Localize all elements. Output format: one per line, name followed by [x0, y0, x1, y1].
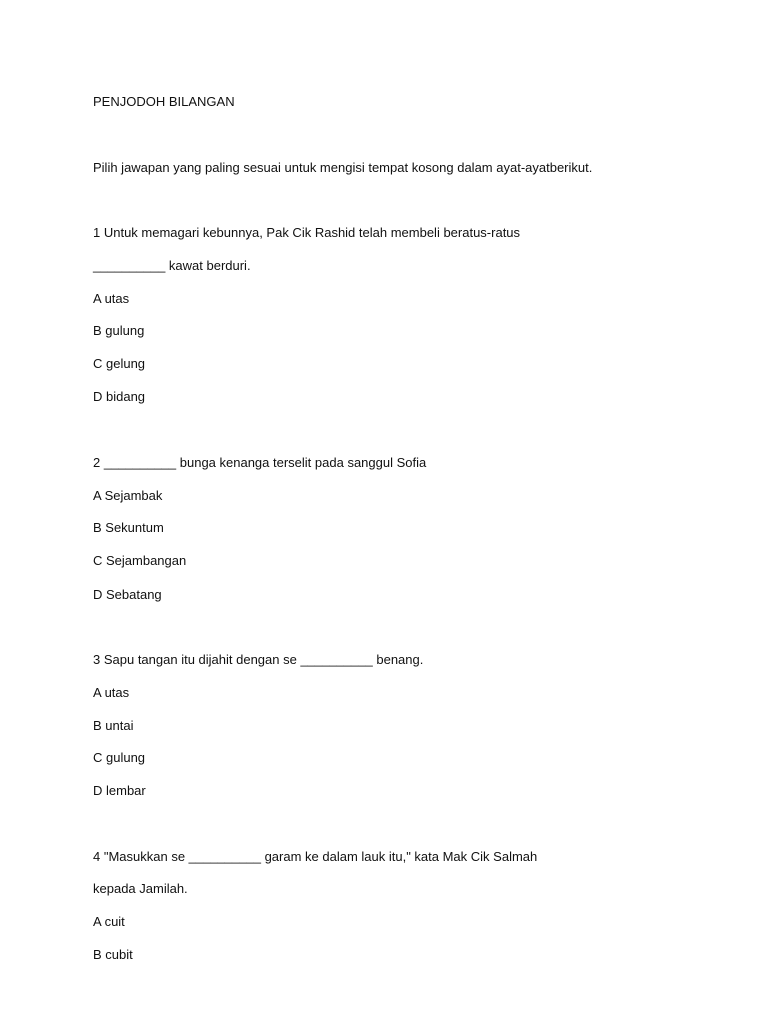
question-2-option-d: D Sebatang [93, 587, 162, 602]
instruction-text: Pilih jawapan yang paling sesuai untuk mengisi tempat kosong dalam ayat-ayatberikut. [93, 160, 593, 175]
question-2-option-a: A Sejambak [93, 488, 163, 503]
question-4-option-a: A cuit [93, 914, 125, 929]
question-2-line-1: 2 __________ bunga kenanga terselit pada sanggul Sofia [93, 455, 427, 470]
question-3-option-b: B untai [93, 718, 134, 733]
question-1-line-2: __________ kawat berduri. [93, 258, 251, 273]
question-2-option-b: B Sekuntum [93, 520, 164, 535]
question-3-option-d: D lembar [93, 783, 146, 798]
question-4-option-b: B cubit [93, 947, 133, 962]
question-3-option-c: C gulung [93, 750, 146, 765]
page-title: PENJODOH BILANGAN [93, 94, 235, 109]
question-1-option-c: C gelung [93, 356, 146, 371]
question-3-option-a: A utas [93, 685, 130, 700]
question-1-option-a: A utas [93, 291, 130, 306]
question-3-line-1: 3 Sapu tangan itu dijahit dengan se __________ benang. [93, 652, 424, 667]
question-4-line-1: 4 "Masukkan se __________ garam ke dalam lauk itu," kata Mak Cik Salmah [93, 849, 538, 864]
question-4-line-2: kepada Jamilah. [93, 881, 188, 896]
question-1-option-d: D bidang [93, 389, 146, 404]
question-2-option-c: C Sejambangan [93, 553, 187, 568]
question-1-option-b: B gulung [93, 323, 145, 338]
question-1-line-1: 1 Untuk memagari kebunnya, Pak Cik Rashid telah membeli beratus-ratus [93, 225, 521, 240]
